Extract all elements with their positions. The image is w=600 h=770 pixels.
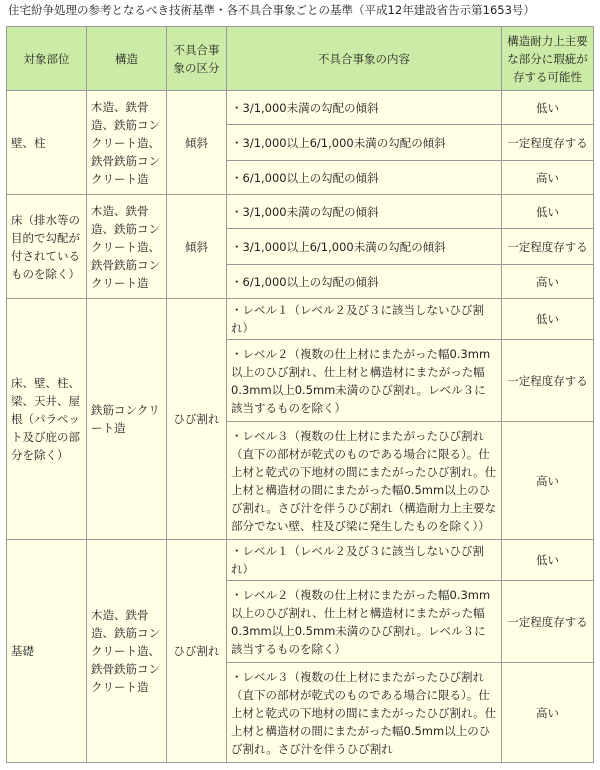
content-cell: ・レベル１（レベル２及び３に該当しないひび割れ） (227, 299, 502, 340)
table-row (7, 299, 594, 340)
category-cell: ひび割れ (167, 299, 227, 540)
category-cell: 傾斜 (167, 195, 227, 299)
possibility-cell: 一定程度存する (502, 125, 594, 161)
content-cell: ・レベル２（複数の仕上材にまたがった幅0.3mm以上のひび割れ、仕上材と構造材にまたがった幅0.3mm以上0.5mm未満のひび割れ。レベル３に該当するものを除く） (227, 340, 502, 422)
content-cell: ・3/1,000以上6/1,000未満の勾配の傾斜 (227, 229, 502, 265)
content-cell: ・レベル３（複数の仕上材にまたがったひび割れ（直下の部材が乾式のものである場合に限る）。仕上材と乾式の下地材の間にまたがったひび割れ。仕上材と構造材の間にまたがった幅0.5mm以上のひび割れ。さび汁を伴うひび割れ（構造耐力上主要な部分でない壁、柱及び梁に発生したものを除く）） (227, 422, 502, 540)
content-cell: ・3/1,000未満の勾配の傾斜 (227, 91, 502, 125)
possibility-cell: 低い (502, 91, 594, 125)
possibility-cell: 高い (502, 161, 594, 195)
category-cell: ひび割れ (167, 540, 227, 763)
content-cell: ・6/1,000以上の勾配の傾斜 (227, 161, 502, 195)
structure-cell: 木造、鉄骨造、鉄筋コンクリート造、鉄骨鉄筋コンクリート造 (87, 91, 167, 195)
part-cell: 床、壁、柱、梁、天井、屋根（パラペット及び庇の部分を除く） (7, 299, 87, 540)
table-row (7, 195, 594, 229)
header-possibility: 構造耐力上主要な部分に瑕疵が存する可能性 (502, 27, 594, 91)
possibility-cell: 高い (502, 265, 594, 299)
content-cell: ・3/1,000以上6/1,000未満の勾配の傾斜 (227, 125, 502, 161)
content-cell: ・6/1,000以上の勾配の傾斜 (227, 265, 502, 299)
possibility-cell: 一定程度存する (502, 229, 594, 265)
table-caption: 住宅紛争処理の参考となるべき技術基準・各不具合事象ごとの基準（平成12年建設省告示第1653号） (8, 3, 535, 17)
table-row (7, 91, 594, 125)
content-cell: ・レベル２（複数の仕上材にまたがった幅0.3mm以上のひび割れ、仕上材と構造材にまたがった幅0.3mm以上0.5mm未満のひび割れ。レベル３に該当するものを除く） (227, 581, 502, 663)
header-row (7, 27, 594, 91)
possibility-cell: 低い (502, 195, 594, 229)
content-cell: ・レベル１（レベル２及び３に該当しないひび割れ） (227, 540, 502, 581)
header-part: 対象部位 (7, 27, 87, 91)
header-category: 不具合事象の区分 (167, 27, 227, 91)
possibility-cell: 高い (502, 663, 594, 763)
structure-cell: 鉄筋コンクリート造 (87, 299, 167, 540)
header-structure: 構造 (87, 27, 167, 91)
header-content: 不具合事象の内容 (227, 27, 502, 91)
content-cell: ・レベル３（複数の仕上材にまたがったひび割れ（直下の部材が乾式のものである場合に限る）。仕上材と乾式の下地材の間にまたがったひび割れ。仕上材と構造材の間にまたがった幅0.5mm以上のひび割れ。さび汁を伴うひび割れ (227, 663, 502, 763)
part-cell: 床（排水等の目的で勾配が付されているものを除く） (7, 195, 87, 299)
possibility-cell: 低い (502, 299, 594, 340)
possibility-cell: 高い (502, 422, 594, 540)
table-row (7, 540, 594, 581)
part-cell: 基礎 (7, 540, 87, 763)
content-cell: ・3/1,000未満の勾配の傾斜 (227, 195, 502, 229)
category-cell: 傾斜 (167, 91, 227, 195)
part-cell: 壁、柱 (7, 91, 87, 195)
structure-cell: 木造、鉄骨造、鉄筋コンクリート造、鉄骨鉄筋コンクリート造 (87, 540, 167, 763)
possibility-cell: 一定程度存する (502, 581, 594, 663)
structure-cell: 木造、鉄骨造、鉄筋コンクリート造、鉄骨鉄筋コンクリート造 (87, 195, 167, 299)
possibility-cell: 低い (502, 540, 594, 581)
possibility-cell: 一定程度存する (502, 340, 594, 422)
defect-standards-table (6, 26, 594, 763)
